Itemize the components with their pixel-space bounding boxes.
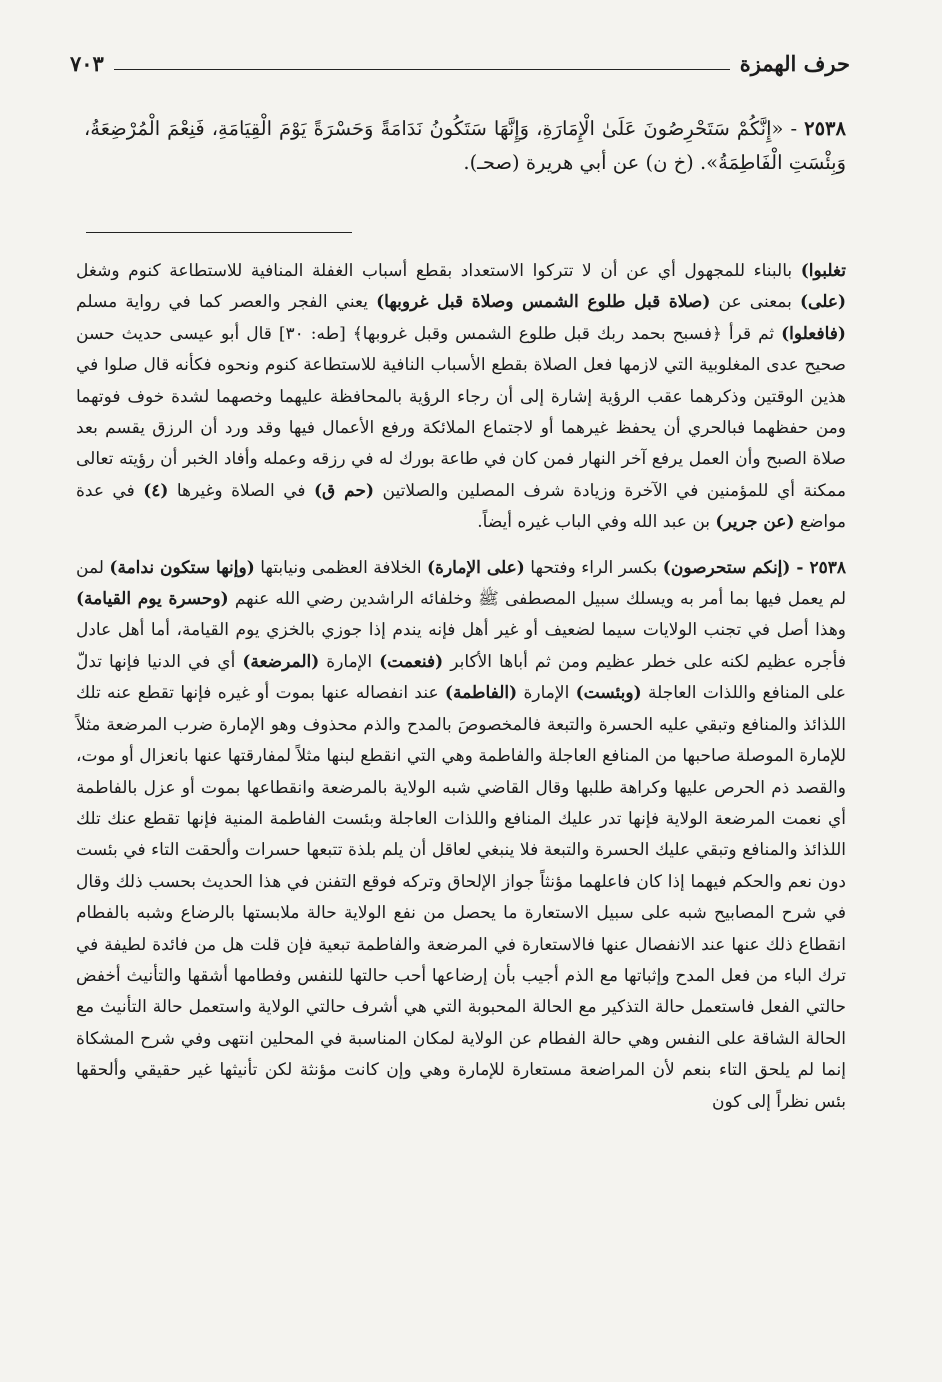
term: (فنعمت) (379, 651, 444, 672)
header-rule (114, 69, 730, 70)
term: (على الإمارة) (427, 557, 525, 578)
term: (المرضعة) (242, 651, 320, 672)
term: (وحسرة يوم القيامة) (76, 589, 229, 610)
term: تغلبوا) (800, 261, 846, 281)
commentary-paragraph-1: تغلبوا) بالبناء للمجهول أي عن أن لا تتركوا الاستعداد بقطع أسباب الغفلة المنافية للاستطاعة كنوم وشغل (على) بمعنى عن (صلاة قبل طلوع الشمس وصلاة قبل غروبها) يعني الفجر والعصر كما في رواية مسلم (فافعلوا) ثم قرأ ﴿فسبح بحمد ربك قبل طلوع الشمس وقبل غروبها﴾ [طه: ٣٠] قال أبو عيسى حديث حسن صحيح عدى المغلوبية التي لازمها فعل الصلاة بقطع الأسباب النافية للاستطاعة كنوم ونحوه فكأنه قال صلوا في هذين الوقتين وذكرهما عقب الرؤية إشارة إلى أن رجاء الرؤية بالمحافظة عليهما وخصهما لشدة خوف فوتهما ومن حفظهما فبالحري أن يحفظ غيرهما أو لاجتماع الملائكة ورفع الأعمال فيها وقد ورد أن الرزق يقسم بعد صلاة الصبح وأن العمل يرفع آخر النهار فمن كان في طاعة بورك له في رزقه وعمله وأفاد الخبر أن رؤيته تعالى ممكنة أي للمؤمنين في الآخرة وزيادة شرف المصلين والصلاتين (حم ق) في الصلاة وغيرها (٤) في عدة مواضع (عن جرير) بن عبد الله وفي الباب غيره أيضاً. (76, 261, 847, 533)
footnote-divider (86, 232, 352, 233)
term: (وإنها ستكون ندامة) (109, 557, 255, 578)
hadith-text-block: ٢٥٣٨ - «إِنَّكُمْ سَتَحْرِصُونَ عَلَىٰ الْإِمَارَةِ، وَإِنَّهَا سَتَكُونُ نَدَامَةً وَحَسْرَةً يَوْمَ الْقِيَامَةِ، فَنِعْمَ الْمُرْضِعَةُ، وَبِئْسَتِ الْفَاطِمَةُ». (خ ن) عن أبي هريرة (صحـ). (84, 117, 846, 174)
term: (على) (799, 292, 847, 313)
source-code: (حم ق) (313, 480, 375, 501)
hadith-number: ٢٥٣٨ (804, 117, 846, 140)
commentary-block (76, 256, 846, 1118)
chapter-title: حرف الهمزة (739, 50, 850, 76)
commentary-paragraph-2: ٢٥٣٨ - (إنكم ستحرصون) بكسر الراء وفتحها (على الإمارة) الخلافة العظمى ونيابتها (وإنها ستكون ندامة) لمن لم يعمل فيها بما أمر به ويسلك سبيل المصطفى ﷺ وخلفائه الراشدين رضي الله عنهم (وحسرة يوم القيامة) وهذا أصل في تجنب الولايات سيما لضعيف أو غير أهل فإنه يندم إذا جوزي بالخزي يوم القيامة، أما أهل عادل فأجره عظيم لكنه على خطر عظيم ومن ثم أباها الأكابر (فنعمت) الإمارة (المرضعة) أي في الدنيا فإنها تدلّ على المنافع واللذات العاجلة (وبئست) الإمارة (الفاطمة) عند انفصاله عنها بموت أو غيره فإنها تقطع عنه تلك اللذائذ والمنافع وتبقي عليه الحسرة والتبعة فالمخصوصَ بالمدح والذم محذوف وهو الإمارة ضرب المرضعة مثلاً للإمارة الموصلة صاحبها من المنافع العاجلة والفاطمة وهي التي انقطع لبنها مثلاً لمفارقتها عنها بانعزال أو موت، والقصد ذم الحرص عليها وكراهة طلبها وقال القاضي شبه الولاية بالمرضعة وانقطاعها بموت أو عزل بالفاطمة أي نعمت المرضعة الولاية فإنها تدر عليك المنافع واللذات العاجلة وبئست الفاطمة المنية فإنها تقطع عنك تلك اللذائذ والمنافع وتبقي عليك الحسرة والتبعة فلا ينبغي لعاقل أن يلم بلذة تتبعها حسرات وألحقت التاء في بئست دون نعم والحكم فيهما إذا كان فاعلهما مؤنثاً جواز الإلحاق وتركه فوقع التفنن في هذا الحديث بحسب ذلك وقال في شرح المصابيح شبه على سبيل الاستعارة ما يحصل من نفع الولاية حالة ملابستها بالرضاع وشبه بالفطام انقطاع ذلك عنها عند الانفصال عنها فالاستعارة في المرضعة والفاطمة تبعية فإن قلت هل من فائدة لطيفة في ترك الباء من فعل المدح وإثباتها مع الذم أجيب بأن إرضاعها أحب حالتها للنفس وفطامها أشقها والتأنيث أخفض حالتي الفعل فاستعمل حالة التذكير مع الحالة المحبوبة التي هي أشرف حالتي الولاية واستعمل حالة التأنيث مع الحالة الشاقة على النفس وهي حالة الفطام عن الولاية لمكان المناسبة في المحلين انتهى وفي شرح المشكاة إنما لم يلحق التاء بنعم لأن المراضعة مستعارة للإمارة وهي وإن كانت مؤنثة لكن تأنيثها غير حقيقي وألحقها بئس نظراً إلى كون (76, 557, 846, 1112)
term: (عن جرير) (715, 512, 795, 533)
term: (فافعلوا) (781, 323, 846, 344)
hadith-body: «إِنَّكُمْ سَتَحْرِصُونَ عَلَىٰ الْإِمَارَةِ، وَإِنَّهَا سَتَكُونُ نَدَامَةً وَحَسْرَةً يَوْمَ الْقِيَامَةِ، فَنِعْمَ الْمُرْضِعَةُ، وَبِئْسَتِ الْفَاطِمَةُ». (خ ن) عن أبي هريرة (صحـ). (84, 117, 846, 174)
term: (صلاة قبل طلوع الشمس وصلاة قبل غروبها) (376, 292, 711, 313)
term: (وبئست) (575, 683, 642, 704)
term: (الفاطمة) (444, 683, 518, 704)
term: ٢٥٣٨ - (إنكم ستحرصون) (662, 557, 846, 578)
page-number: ٧٠٣ (70, 50, 104, 76)
source-code: (٤) (143, 480, 169, 501)
running-header (70, 46, 850, 80)
